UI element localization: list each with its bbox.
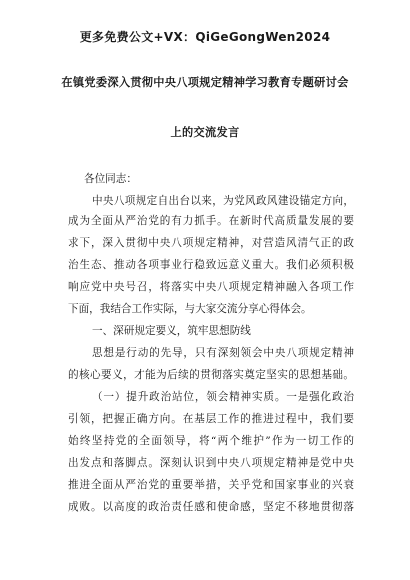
body-line: 成败。以高度的政治责任感和使命感，坚定不移地贯彻落	[68, 501, 354, 513]
body-line: 推进全面从严治党的重要举措，关乎党和国家事业的兴衰	[68, 479, 354, 491]
body-line: 成为全面从严治党的有力抓手。在新时代高质量发展的要	[68, 215, 354, 227]
body-line: 思想是行动的先导，只有深刻领会中央八项规定精神	[92, 347, 354, 359]
document-title-line-2: 上的交流发言	[170, 125, 240, 139]
body-line: 求下，深入贯彻中央八项规定精神，对营造风清气正的政	[68, 237, 354, 249]
body-line: 出发点和落脚点。深刻认识到中央八项规定精神是党中央	[68, 457, 354, 469]
body-line: 响应党中央号召，将落实中央八项规定精神融入各项工作	[68, 281, 354, 293]
body-line: （一）提升政治站位，领会精神实质。一是强化政治	[92, 391, 354, 403]
document-title-line-1: 在镇党委深入贯彻中央八项规定精神学习教育专题研讨会	[61, 75, 349, 89]
body-line: 中央八项规定自出台以来，为党风政风建设锚定方向，	[92, 195, 354, 207]
section-heading: 一、深研规定要义，筑牢思想防线	[92, 325, 251, 337]
body-line: 始终坚持党的全面领导，将“两个维护”作为一切工作的	[68, 435, 354, 447]
salutation: 各位同志：	[84, 173, 137, 185]
body-line: 引领，把握正确方向。在基层工作的推进过程中，我们要	[68, 413, 354, 425]
body-line: 下面，我结合工作实际，与大家交流分享心得体会。	[68, 303, 312, 315]
page-header-watermark: 更多免费公文+VX：QiGeGongWen2024	[79, 30, 331, 44]
body-line: 的核心要义，才能为后续的贯彻落实奠定坚实的思想基础。	[68, 369, 354, 381]
body-line: 治生态、推动各项事业行稳致远意义重大。我们必须积极	[68, 259, 354, 271]
